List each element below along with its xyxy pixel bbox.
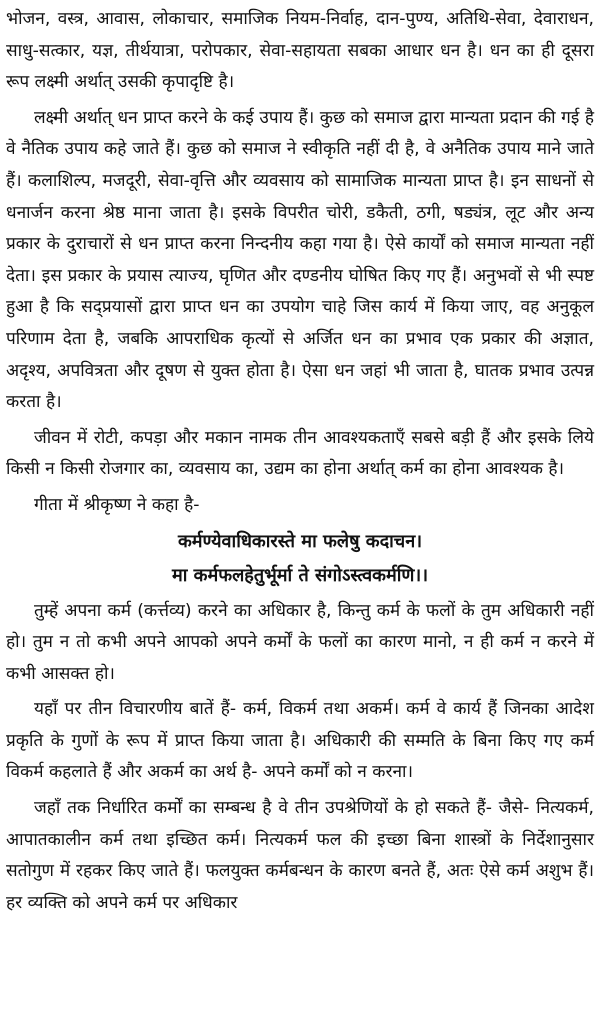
paragraph-gita-intro: गीता में श्रीकृष्ण ने कहा है- xyxy=(34,494,200,515)
verse-line-1: कर्मण्येवाधिकारस्ते मा फलेषु कदाचन। xyxy=(177,530,423,552)
paragraph-means-of-wealth: लक्ष्मी अर्थात् धन प्राप्त करने के कई उपाय हैं। कुछ को समाज द्वारा मान्यता प्रदान की गई है वे नैतिक उपाय कहे जाते हैं। कुछ को समाज ने स्वीकृति नहीं दी है, वे अनैतिक उपाय माने जाते हैं। कलाशिल्प, मजदूरी, सेवा-वृत्ति और व्यवसाय को सामाजिक मान्यता प्राप्त है। इन साधनों से धनार्जन करना श्रेष्ठ माना जाता है। इसके विपरीत चोरी, डकैती, ठगी, षड्यंत्र, लूट और अन्य प्रकार के दुराचारों से धन प्राप्त करना निन्दनीय कहा गया है। ऐसे कार्यों को समाज मान्यता नहीं देता। इस प्रकार के प्रयास त्याज्य, घृणित और दण्डनीय घोषित किए गए हैं। अनुभवों से भी स्पष्ट हुआ है कि सद्प्रयासों द्वारा प्राप्त धन का उपयोग चाहे जिस कार्य में किया जाए, वह अनुकूल परिणाम देता है, जबकि आपराधिक कृत्यों से अर्जित धन का प्रभाव एक प्रकार की अज्ञात, अदृश्य, अपवित्रता और दूषण से युक्त होता है। ऐसा धन जहां भी जाता है, घातक प्रभाव उत्पन्न करता है। xyxy=(6,107,594,413)
paragraph-karma-types: यहाँ पर तीन विचारणीय बातें हैं- कर्म, विकर्म तथा अकर्म। कर्म वे कार्य हैं जिनका आदेश प्रकृति के गुणों के रूप में प्राप्त किया जाता है। अधिकारी की सम्मति के बिना किए गए कर्म विकर्म कहलाते हैं और अकर्म का अर्थ है- अपने कर्मों को न करना। xyxy=(6,699,594,783)
paragraph-basic-needs: जीवन में रोटी, कपड़ा और मकान नामक तीन आवश्यकताएँ सबसे बड़ी हैं और इसके लिये किसी न किसी रोजगार का, व्यवसाय का, उद्यम का होना अर्थात् कर्म का होना आवश्यक है। xyxy=(6,427,594,480)
paragraph-verse-meaning: तुम्हें अपना कर्म (कर्त्तव्य) करने का अधिकार है, किन्तु कर्म के फलों के तुम अधिकारी नहीं हो। तुम न तो कभी अपने आपको अपने कर्मों के फलों का कारण मानो, न ही कर्म न करने में कभी आसक्त हो। xyxy=(6,600,594,684)
paragraph-prescribed-duties: जहाँ तक निर्धारित कर्मों का सम्बन्ध है वे तीन उपश्रेणियों के हो सकते हैं- जैसे- नित्यकर्म, आपातकालीन कर्म तथा इच्छित कर्म। नित्यकर्म फल की इच्छा बिना शास्त्रों के निर्देशानुसार सतोगुण में रहकर किए जाते हैं। फलयुक्त कर्मबन्धन के कारण बनते हैं, अतः ऐसे कर्म अशुभ हैं। हर व्यक्ति को अपने कर्म पर अधिकार xyxy=(6,798,594,913)
verse-line-2: मा कर्मफलहेतुर्भूर्मा ते संगोऽस्त्वकर्मणि।। xyxy=(171,564,429,586)
paragraph-wealth-basis: भोजन, वस्त्र, आवास, लोकाचार, समाजिक नियम-निर्वाह, दान-पुण्य, अतिथि-सेवा, देवाराधन, साधु-सत्कार, यज्ञ, तीर्थयात्रा, परोपकार, सेवा-सहायता सबका आधार धन है। धन का ही दूसरा रूप लक्ष्मी अर्थात् उसकी कृपादृष्टि है। xyxy=(6,9,594,93)
